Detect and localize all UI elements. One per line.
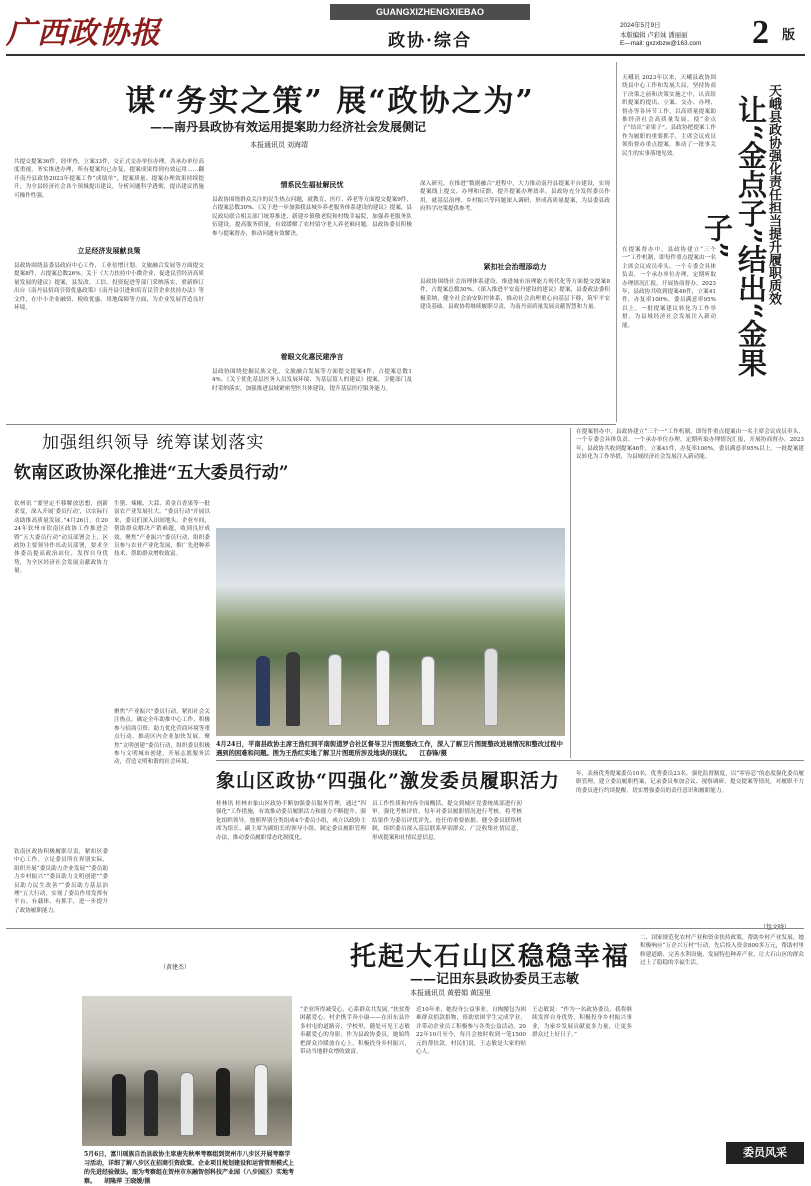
editor-line: 本版编辑 卢彩妹 潘丽丽	[620, 32, 688, 39]
page-number-label: 版	[782, 28, 796, 43]
article4-footer	[760, 922, 790, 931]
article4-col1-text: 桂林讯 桂林市象山区政协不断加强委员服务管理，通过“四强化”工作措施，有效推动委员履职活力和能力不断提升。强化组织领导，按照界别分类组成4个委员小组，成立以政协主席为组长、副主席为副组长的领导小组，制定委员履职管理办法，推动委员履职常态化制度化。	[216, 801, 366, 841]
article5-title: 托起大石山区稳稳幸福	[350, 942, 631, 972]
photo-person	[144, 1070, 158, 1136]
article5-col3-text: 二、国家规范化农村产业和资金扶持政策，帮助乡村产业发展。她积极响应“万企兴万村”行动，先后投入资金800多万元，帮助村里修建道路、完善水利设施，发展特色种养产业，让大石山区的群众过上了稳稳的幸福生活。	[640, 935, 804, 967]
article5-subtitle: ——记田东县政协委员王志敏	[410, 972, 580, 987]
page-number: 2	[752, 14, 769, 51]
photo-person	[254, 1064, 268, 1136]
photo2-caption	[84, 1150, 294, 1186]
photo1-caption	[216, 740, 565, 758]
photo-person	[216, 1068, 230, 1136]
section-name: 政协·综合	[388, 31, 472, 51]
photo2-caption-text: 5月6日，富川瑶族自治县政协主席唐先秋率考察组到贺州市八步区开展考察学习活动，详细了解八步区在招商引资政策、企业项目规划建设和运营管理模式上的先进经验做法。图为考察组在贺州市东融智创科技产业园（八步园区）实地考察。	[84, 1151, 295, 1185]
article3-footer: （黄建杰）	[160, 964, 191, 971]
article5-col1-text: “企业所得减受心，心系群众共发展。”扶贫帮困献爱心，村企携手奔小康——在田东县许多村屯的道路旁、学校里，随处可见王志敏奉献爱心的身影。作为县政协委员，她始终把群众冷暖放在心上，积极投身乡村振兴，带动当地群众增收致富。	[300, 1007, 410, 1056]
news-photo-field-inspection	[216, 528, 565, 736]
column-divider	[570, 428, 571, 758]
section-divider	[6, 424, 616, 425]
photo-person	[286, 652, 300, 726]
photo1-credit: 江春锋/摄	[419, 750, 447, 757]
section-divider	[6, 928, 804, 929]
photo-person	[256, 656, 270, 726]
article3-title: 钦南区政协深化推进“五大委员行动”	[14, 463, 289, 483]
article2-continued-text: 在提案督办中，县政协建立“三个一”工作机制，即每件重点提案由一名主席会议成员牵头、一个专委会具体负责、一个承办单位办理，定期听取办理情况汇报，开展协商督办。2023年，县政协共收到提案46件，立案41件，办复率100%，委员满意率95%以上。一批提案建议转化为工作举措，为县域经济社会发展注入新动能。	[576, 429, 804, 461]
photo-person	[484, 648, 498, 726]
section-divider	[216, 760, 804, 761]
article1-col2-text: 县政协围绕群众关注的民生热点问题，就教育、医疗、养老等方面提交提案9件，占提案总数30%。《关于进一步加强我县城乡养老服务体系建设的建议》提案，县民政局联合相关部门统筹推进，新建乡镇敬老院和村级幸福院，加强养老服务队伍建设，提高服务质量，有效缓解了农村留守老人养老难问题。县政协委员积极参与提案督办，推动问题有效解决。	[212, 197, 412, 237]
article3-kicker: 加强组织领导 统筹谋划落实	[42, 433, 265, 453]
article5-byline: 本报通讯员 黄碧娟 黄国里	[410, 990, 491, 997]
photo-person	[112, 1074, 126, 1136]
article1-col2b-text: 县政协围绕挖掘民族文化、文旅融合发展等方面提交提案4件，占提案总数14%。《关于优化基层医务人员发展环境、为基层留人的建议》提案，卫健部门及时采纳落实，加强推进县域紧密型医共体建设，提升基层医疗服务能力。	[212, 369, 412, 392]
date-line: 2024年5月9日	[620, 22, 661, 29]
article5-col4-text: 王志敏说：“作为一名政协委员，我将继续发挥自身优势，积极投身乡村振兴事业，为家乡发展贡献更多力量，让更多群众过上好日子。”	[532, 1007, 632, 1039]
article5-col2-text: 近10年来，她投身公益事业，自掏腰包为困难群众捐款捐物，资助贫困学生完成学业，并带动企业员工积极参与各类公益活动。2022年10月至今，每月会按时收到一笔1500元的帮扶款。村民们说，王志敏是大家的贴心人。	[416, 1007, 526, 1056]
article3-col2-text: 生猪、辣椒、大蒜、黄金百香果等一批富农产业发展壮大。“委员行动”开展以来，委员们深入田间地头、企业车间，帮助群众解决产销难题，收到良好成效。聚焦“产业振兴”委员行动，组织委员参与农业产业化发展，推广先进种养技术，帮助群众增收致富。	[114, 501, 210, 558]
article4-col2-text: 员工作性质和内容全面概括，提交到城区党委统战部进行初审。强化考核评价，每年对委员履职情况进行考核，将考核结果作为委员评优评先、连任的重要依据。健全委员联络机制，组织委员深入基层联系界别群众，广泛收集社情民意，形成提案和社情民意信息。	[372, 801, 522, 841]
article1-title: 谋“务实之策” 展“政协之为”	[125, 84, 535, 119]
photo-person	[328, 654, 342, 726]
photo-person	[180, 1072, 194, 1136]
email-line: E—mail: gxzxbzw@163.com	[620, 40, 702, 47]
article1-col1-text: 共提交提案36件，经审查，立案33件，交正式交办单位办理。各承办单位高度重视，务实推进办理，所有提案均已办复，提案成果得到有效运用……翻开南丹县政协2023年提案工作“成绩单”，提案质量、提案办理效果持续提升，为全县经济社会各个领域提出建议，分析问题科学透彻，提出建议措施可操作性强。	[14, 159, 204, 199]
masthead-rule	[6, 54, 805, 56]
article2-col1-text: 天峨讯 2023年以来，天峨县政协围绕县中心工作和发展大局，坚持协商于决策之前和决策实施之中，认真组织提案的提出、立案、交办、办理、督办等各环节工作，以高质量提案助推经济社会高质量发展，使“金点子”结出“金果子”。县政协把提案工作作为履职的重要抓手，主席会议成员领衔督办重点提案，推动了一批事关民生的实事落地见效。	[622, 75, 716, 157]
article1-col1b-text: 县政协围绕县委县政府中心工作，工业倍增计划、文旅融合发展等方面提交提案8件，占提案总数26%。关于《大力扶持中小微企业，促进民营经济高质量发展的建议》提案，县发改、工信、投资促进等部门采纳落实，重新修订出台《南丹县招商引资优惠政策》《南丹县引进和培育民营企业扶持办法》等文件，在中小企业融资、税收优惠、用地保障等方面，为企业发展营造良好环境。	[14, 263, 204, 312]
article3-col1-text: 钦州讯 “要坚定不移解放思想，创新求变，深入开展‘委员行动’，以实际行动助推高质量发展。”4月26日，在2024年钦州市钦南区政协工作推进会暨“五大委员行动”动员部署会上，区政协主要领导作出动员部署，要求全体委员提高政治站位，发挥自身优势，为全区经济社会发展贡献政协力量。	[14, 501, 108, 575]
article1-section-head-3: 着眼文化惠民建净言	[280, 352, 344, 361]
photo-person	[421, 656, 435, 726]
article1-byline: 本报通讯员 刘海靖	[250, 142, 308, 149]
masthead-logo: 广西政协报	[6, 16, 161, 51]
article4-title: 象山区政协“四强化”激发委员履职活力	[216, 770, 560, 792]
paper-pinyin: GUANGXIZHENGXIEBAO	[330, 4, 530, 20]
article4-col3-text: 年，表扬优秀提案委员10名，优秀委员23名。强化监督制度，以“零容忍”的态度强化委员履职管理。建立委员履职档案，记录委员参加会议、视察调研、提交提案等情况，对履职不力的委员进行约谈提醒，切实增强委员的责任意识和履职能力。	[576, 771, 804, 794]
column-divider	[616, 62, 617, 422]
news-photo-study-tour	[82, 996, 292, 1146]
article1-section-head-2: 情系民生福祉解民忧	[280, 180, 344, 189]
photo2-credit: 胡隆萍 王晓媛/摄	[104, 1178, 151, 1185]
article3-col1b-text: 钦南区政协积极履职尽责，紧扣区委中心工作，立足委员所在界别实际，组织开展“委员助力企业发展”“委员助力乡村振兴”“委员助力文明创建”“委员助力民生改善”“委员助力基层治理”五大行动，实现了委员作用发挥有平台、有载体、有抓手，进一步提升了政协履职能力。	[14, 849, 108, 914]
article2-subtitle: 天峨县政协强化责任担当提升履职质效	[766, 84, 781, 305]
article1-col3-text: 深入研究，在推进“数据融合”进程中，大力推动南丹县提案平台建设，实现提案线上提交、办理和反馈，提升提案办理效率。县政协充分发挥委员作用，就基层治理、乡村振兴等问题深入调研，形成高质量提案，为县委县政府科学决策提供参考。	[420, 181, 610, 213]
article1-subtitle: ——南丹县政协有效运用提案助力经济社会发展侧记	[150, 120, 427, 134]
article1-col3b-text: 县政协围绕社会治理体系建设、推进城市治理能力现代化等方面提交提案8件，占提案总数30%。《深入推进平安南丹建设的建议》提案，县委政法委积极采纳，健全社会治安防控体系，推动社会治理重心向基层下移，筑牢平安建设基础。县政协将继续履职尽责，为南丹高质量发展贡献智慧和力量。	[420, 279, 610, 311]
column-badge: 委员风采	[726, 1142, 804, 1164]
article1-section-head-4: 紧扣社会治理添动力	[483, 262, 547, 271]
photo1-caption-text: 4月24日，平南县政协主席王浩红到平南街道罗合社区督导卫片图斑整改工作，深入了解卫片图斑整改进展情况和整改过程中遇到的困难和问题。图为王浩红实地了解卫片图斑所涉及地块的现状。	[216, 741, 563, 757]
photo-person	[376, 650, 390, 726]
article3-col2b-text: 聚焦“产业振兴”委员行动，紧扣社会关注热点，确定全年助推中心工作、积极参与招商引资、助力优化营商环境等重点行动，推动区内企业加快发展。聚焦“文明创建”委员行动，组织委员积极参与文明城市创建，开展志愿服务活动，营造文明和谐的社会环境。	[114, 709, 210, 766]
article2-col2-text: 在提案督办中，县政协建立“三个一”工作机制，即每件重点提案由一名主席会议成员牵头、一个专委会具体负责、一个承办单位办理，定期听取办理情况汇报，开展协商督办。2023年，县政协共收到提案46件，立案41件，办复率100%，委员满意率95%以上。一批提案建议转化为工作举措，为县域经济社会发展注入新动能。	[622, 247, 716, 329]
article2-title: 让“金点子”结出“金果子”	[700, 94, 768, 378]
article1-section-head-1: 立足经济发展献良策	[77, 246, 141, 255]
